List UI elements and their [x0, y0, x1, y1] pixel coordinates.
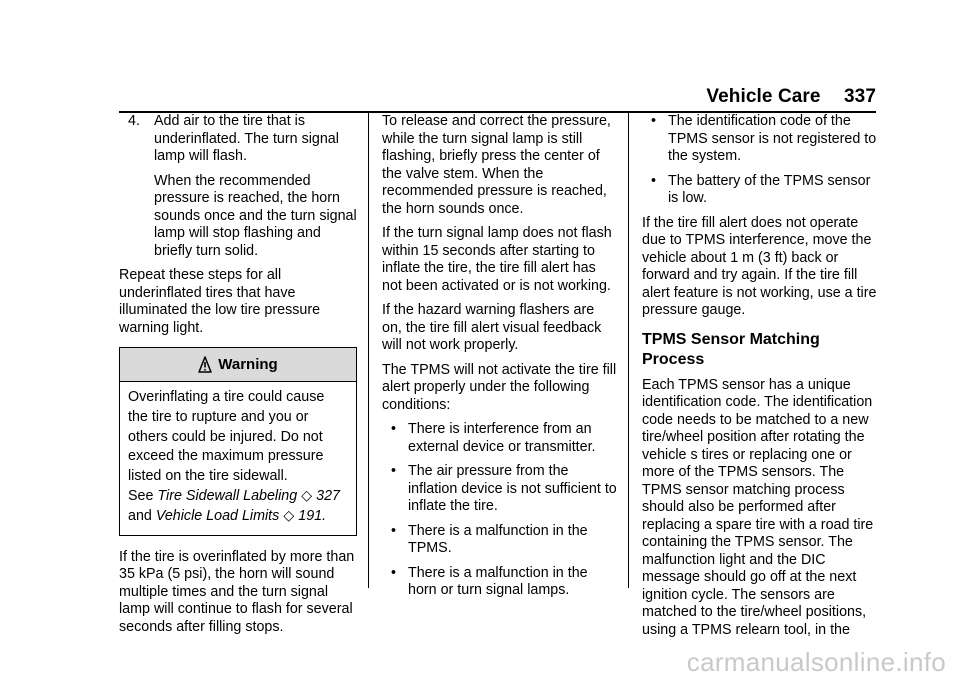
- section-heading: TPMS Sensor Matching Process: [642, 330, 820, 368]
- column-divider-2: [628, 112, 629, 588]
- repeat-paragraph: Repeat these steps for all underinflated tires that have illuminated the low tire pressure warning light.: [119, 267, 321, 336]
- list-item: [382, 421, 618, 456]
- page-header: [706, 86, 876, 108]
- warning-header: [120, 348, 356, 382]
- page-number: 337: [843, 86, 876, 107]
- warning-box: [119, 347, 357, 536]
- interference-paragraph: If the tire fill alert does not operate due to TPMS interference, move the vehicle about 1 m (3 ft) back or forward and try again. If the tire fill alert feature is not working, use a tire pressure gauge.: [642, 214, 877, 318]
- warning-body: [120, 382, 356, 535]
- bullet-icon: •: [391, 421, 397, 437]
- bullet-icon: •: [391, 564, 397, 581]
- list-item-text: The identification code of the TPMS sensor is not registered to the system.: [668, 113, 877, 164]
- link-tire-sidewall-labeling[interactable]: Tire Sidewall Labeling: [157, 487, 298, 504]
- matching-paragraph: Each TPMS sensor has a unique identification code. The identification code needs to be matched to a new tire/wheel position after rotating the vehicle s tires or replacing one or more of the TPMS sensors. The TPMS sensor matching process should also be performed after replacing a spare tire with a road tire containing the TPMS sensor. The malfunction light and the DIC message should go off at the next ignition cycle. The sensors are matched to the tire/wheel positions, using a TPMS relearn tool, in the: [642, 376, 874, 638]
- bullet-icon: •: [391, 463, 397, 479]
- list-item-text: The air pressure from the inflation device is not sufficient to inflate the tire.: [408, 463, 617, 514]
- list-item-text: The battery of the TPMS sensor is low.: [668, 172, 871, 206]
- step-sub-text: When the recommended pressure is reached, the horn sounds once and the turn signal lamp will stop flashing and briefly turn solid.: [154, 172, 357, 259]
- ref-icon: ◇: [301, 487, 313, 504]
- conditions-paragraph: The TPMS will not activate the tire fill alert properly under the following conditions:: [382, 361, 617, 413]
- list-item-text: There is interference from an external device or transmitter.: [408, 421, 596, 455]
- warning-title: Warning: [218, 355, 278, 373]
- bullet-icon: •: [651, 113, 657, 129]
- release-paragraph: To release and correct the pressure, while the turn signal lamp is still flashing, briefly press the center of the valve stem. When the recommended pressure is reached, the horn sounds once.: [382, 113, 611, 217]
- overinflated-paragraph: If the tire is overinflated by more than 35 kPa (5 psi), the horn will sound multiple times and the turn signal lamp will continue to flash for several seconds after filling stops.: [119, 548, 355, 635]
- step-number: 4.: [128, 113, 140, 129]
- watermark: carmanualsonline.info: [686, 647, 946, 677]
- link-vehicle-load-limits[interactable]: Vehicle Load Limits: [155, 507, 280, 524]
- ref-page-191[interactable]: 191.: [298, 507, 327, 524]
- warning-icon: [198, 356, 212, 374]
- bullet-icon: •: [391, 522, 397, 539]
- column-divider-1: [368, 112, 369, 588]
- ref-page-327[interactable]: 327: [316, 487, 341, 504]
- list-item: [642, 113, 878, 166]
- hazard-paragraph: If the hazard warning flashers are on, the tire fill alert visual feedback will not work properly.: [382, 302, 602, 353]
- section-title: Vehicle Care: [706, 86, 821, 107]
- warning-text: Overinflating a tire could cause the tire to rupture and you or others could be injured. Do not exceed the maximum pressure listed on the tire sidewall.: [128, 389, 325, 485]
- see-text: See: [128, 487, 154, 504]
- and-text: and: [128, 507, 152, 524]
- column-1: [119, 113, 357, 636]
- ref-icon: ◇: [283, 507, 295, 524]
- step-text: Add air to the tire that is underinflated. The turn signal lamp will flash.: [154, 113, 339, 164]
- list-item: [642, 173, 878, 208]
- list-item: [382, 463, 618, 516]
- list-item-text: There is a malfunction in the TPMS.: [408, 522, 588, 556]
- bullet-icon: •: [651, 172, 657, 189]
- no-flash-paragraph: If the turn signal lamp does not flash within 15 seconds after starting to inflate the tire, the tire fill alert has not been activated or is not working.: [382, 225, 612, 294]
- step-4: [119, 113, 357, 166]
- column-2: [382, 113, 618, 600]
- column-3: [642, 113, 878, 639]
- list-item-text: There is a malfunction in the horn or turn signal lamps.: [408, 564, 588, 598]
- list-item: [382, 565, 618, 600]
- list-item: [382, 523, 618, 558]
